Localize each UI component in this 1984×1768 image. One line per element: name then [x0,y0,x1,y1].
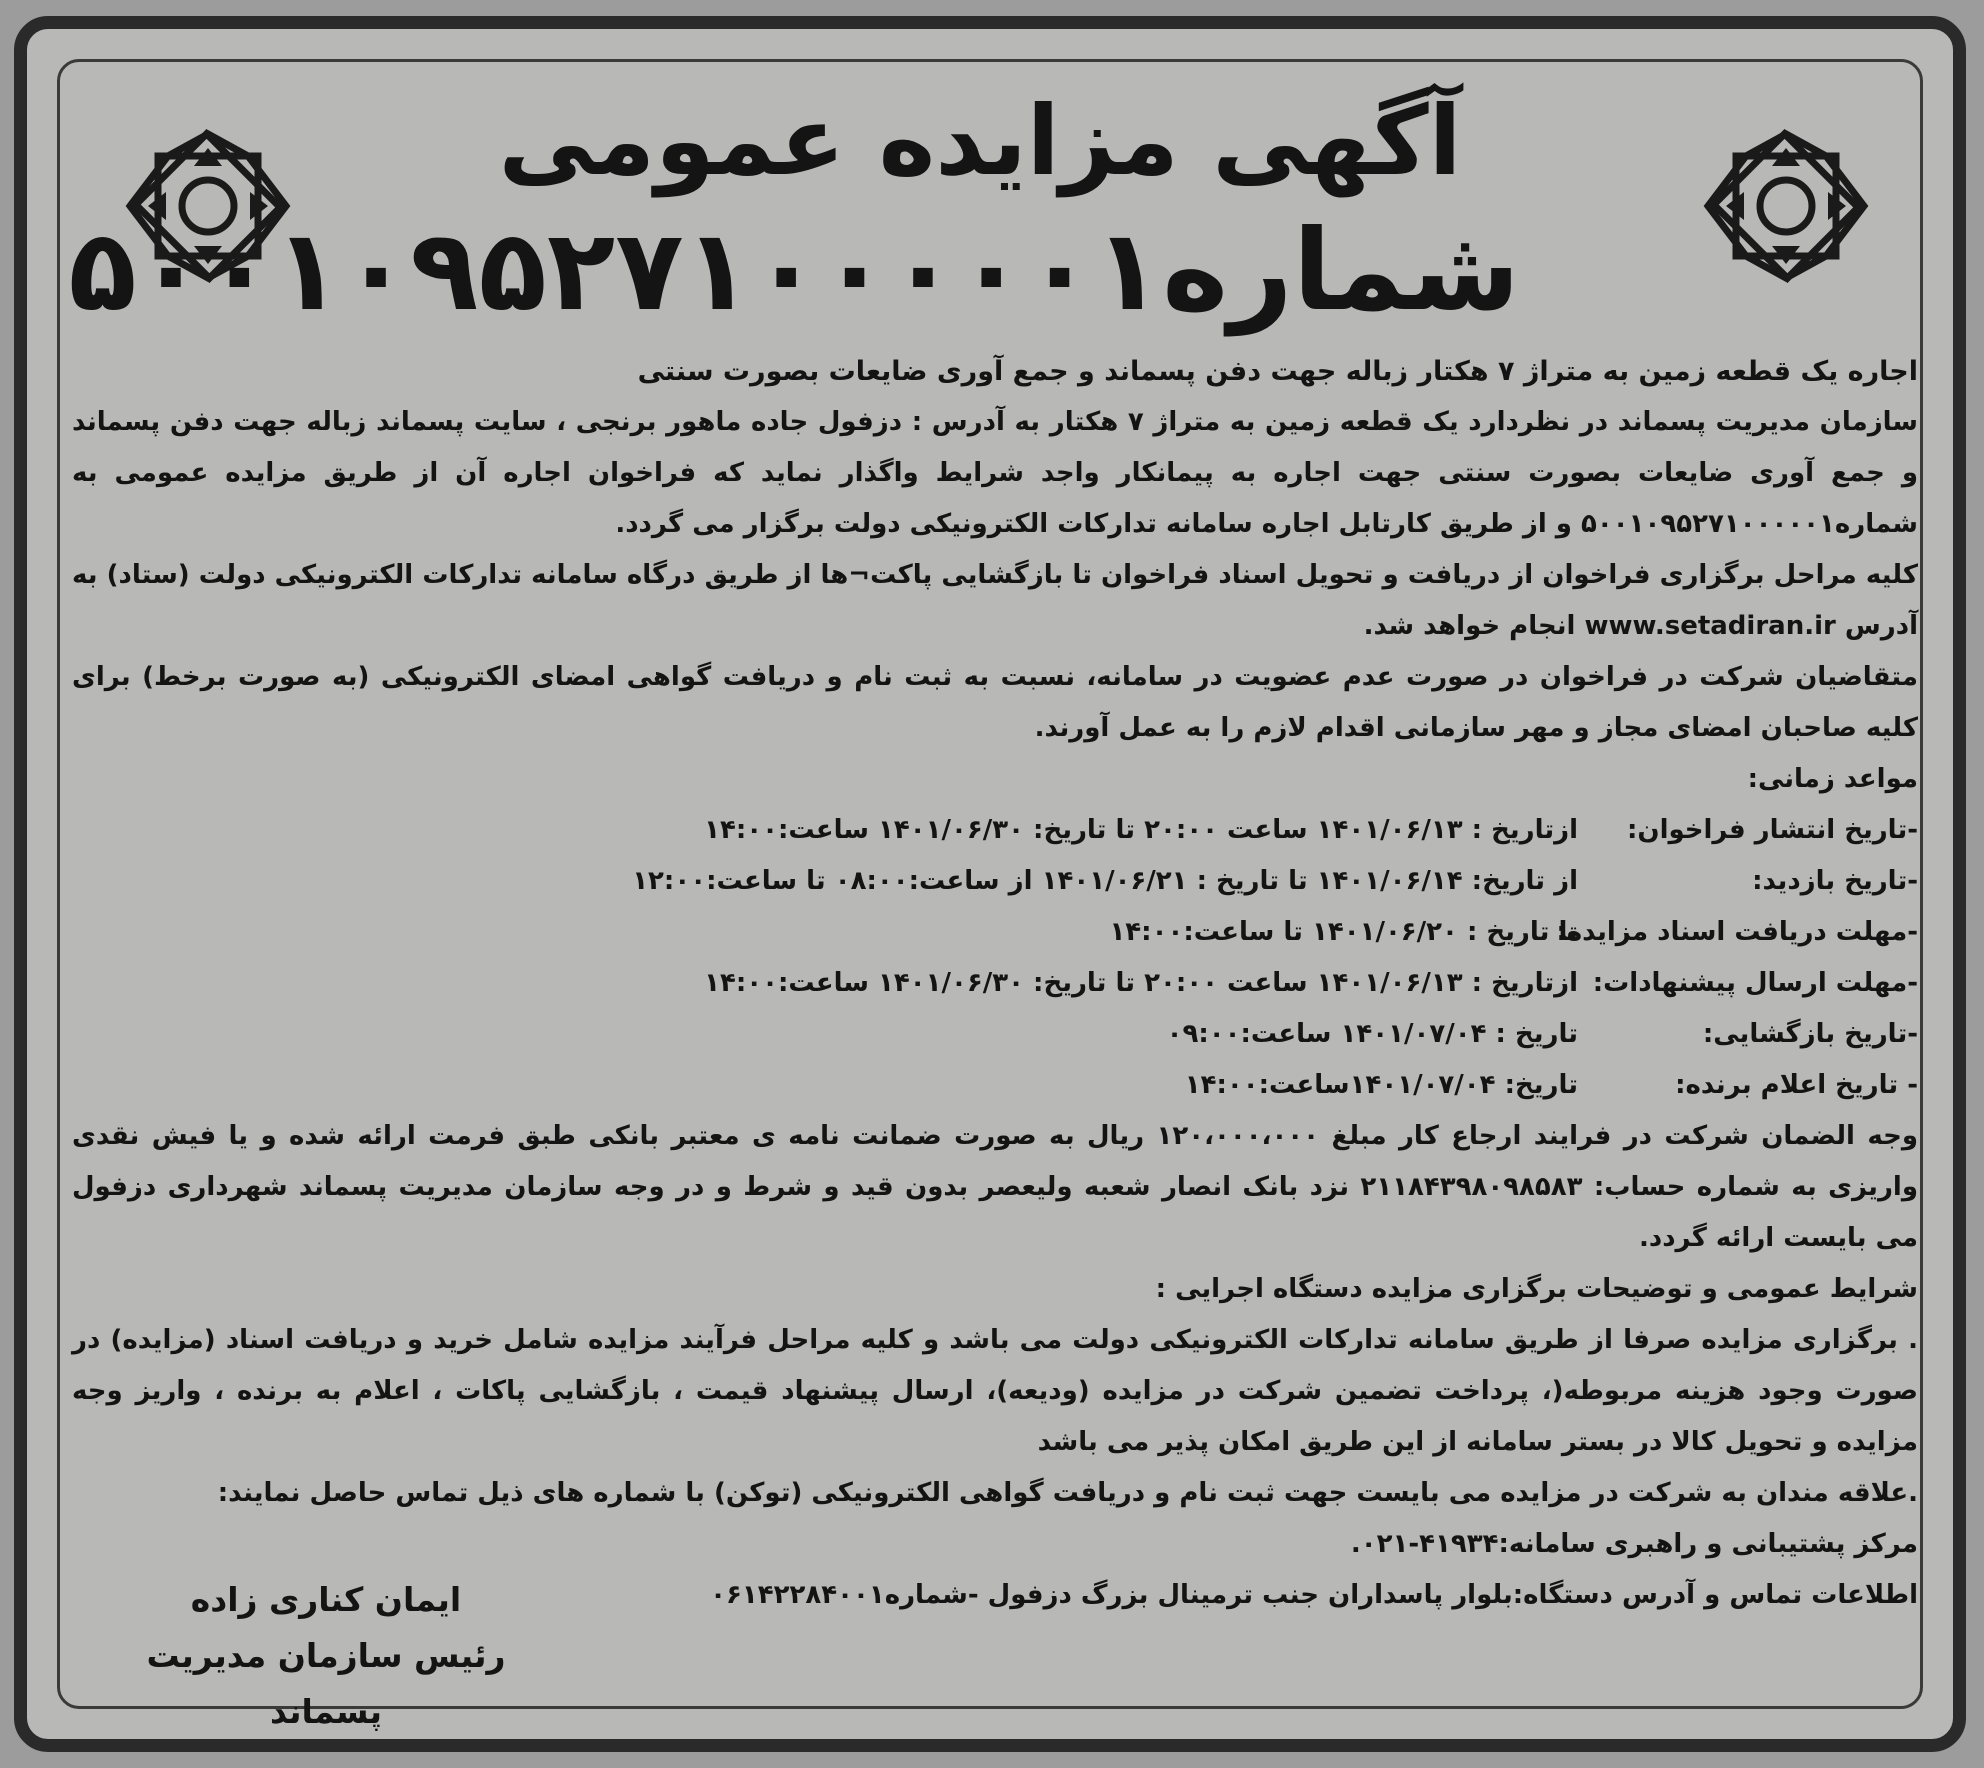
notice-stages [72,550,1918,652]
conditions-body: . برگزاری مزایده صرفا از طریق سامانه تدارکات الکترونیکی دولت می باشد و کلیه مراحل فرآیند مزایده شامل خرید و دریافت اسناد (مزایده) در صورت وجود هزینه مربوطه(، پرداخت تضمین شرکت در مزایده (ودیعه)، ارسال پیشنهاد قیمت ، بازگشایی پاکات ، اعلام به برنده ، واریز وجه مزایده و تحویل کالا در بستر سامانه از این طریق امکان پذیر می باشد [72,1325,1918,1457]
interested-paragraph: .علاقه مندان به شرکت در مزایده می بایست جهت ثبت نام و دریافت گواهی الکترونیکی (توکن) با شماره های ذیل تماس حاصل نمایند: [217,1478,1918,1508]
schedule-label: -مهلت ارسال پیشنهادات: [1592,968,1918,998]
notice-intro: سازمان مدیریت پسماند در نظردارد یک قطعه زمین به متراژ ۷ هکتار به آدرس : دزفول جاده ماهور برنجی ، سایت پسماند زباله جهت دفن پسماند و جمع آوری ضایعات بصورت سنتی جهت اجاره به پیمانکار واجد شرایط واگذار نماید که فراخوان اجاره آن از طریق مزایده عمومی به شماره۵۰۰۱۰۹۵۲۷۱۰۰۰۰۰۱ و از طریق کارتابل اجاره سامانه تدارکات الکترونیکی دولت برگزار می گردد. [72,407,1918,539]
conditions-heading: شرایط عمومی و توضیحات برگزاری مزایده دستگاه اجرایی : [1155,1274,1918,1304]
schedule-value: تاریخ : ۱۴۰۱/۰۷/۰۴ ساعت:۰۹:۰۰ [1166,1019,1578,1049]
schedule-row [72,805,1918,856]
schedule-row [72,856,1918,907]
schedule-heading: مواعد زمانی: [1747,764,1918,794]
notice-subject: اجاره یک قطعه زمین به متراژ ۷ هکتار زباله جهت دفن پسماند و جمع آوری ضایعات بصورت سنتی [637,356,1918,387]
notice-applicants: متقاضیان شرکت در فراخوان در صورت عدم عضویت در سامانه، نسبت به ثبت نام و دریافت گواهی امضای الکترونیکی (به صورت برخط) برای کلیه صاحبان امضای مجاز و مهر سازمانی اقدام لازم را به عمل آورند. [72,662,1918,743]
schedule-value: تا تاریخ : ۱۴۰۱/۰۶/۲۰ تا ساعت:۱۴:۰۰ [1109,917,1578,947]
website-link[interactable]: www.setadiran.ir [1584,611,1836,641]
support-line: مرکز پشتیبانی و راهبری سامانه:۴۱۹۳۴-۰۲۱. [1350,1529,1918,1559]
schedule-value: از تاریخ: ۱۴۰۱/۰۶/۱۴ تا تاریخ : ۱۴۰۱/۰۶/۲۱ از ساعت:۰۸:۰۰ تا ساعت:۱۲:۰۰ [632,866,1578,896]
schedule-label: -تاریخ بازدید: [1752,866,1918,896]
schedule-row [72,1009,1918,1060]
schedule-value: ازتاریخ : ۱۴۰۱/۰۶/۱۳ ساعت ۲۰:۰۰ تا تاریخ: ۱۴۰۱/۰۶/۳۰ ساعت:۱۴:۰۰ [704,815,1578,845]
guarantee-paragraph: وجه الضمان شرکت در فرایند ارجاع کار مبلغ ۱۲۰،۰۰۰،۰۰۰ ریال به صورت ضمانت نامه ی معتبر بانکی طبق فرمت ارائه شده و یا فیش نقدی واریزی به شماره حساب: ۲۱۱۸۴۳۹۸۰۹۸۵۸۳ نزد بانک انصار شعبه ولیعصر بدون قید و شرط و در وجه سازمان مدیریت پسماند شهرداری دزفول می بایست ارائه گردد. [72,1121,1918,1253]
notice-body [72,346,1918,1621]
signer-title: رئیس سازمان مدیریت پسماند [146,1636,506,1731]
auction-number: شماره۵۰۰۱۰۹۵۲۷۱۰۰۰۰۰۱ [68,206,1520,336]
signer-name: ایمان کناری زاده [190,1580,462,1619]
stages-text: کلیه مراحل برگزاری فراخوان از دریافت و تحویل اسناد فراخوان تا بازگشایی پاکت¬ها از طریق درگاه سامانه تدارکات الکترونیکی دولت (ستاد) به آدرس [72,560,1918,641]
schedule-row [72,907,1918,958]
schedule-label: - تاریخ اعلام برنده: [1675,1070,1918,1100]
notice-title: آگهی مزایده عمومی [498,85,1462,197]
schedule-row [72,1060,1918,1111]
schedule-value: ازتاریخ : ۱۴۰۱/۰۶/۱۳ ساعت ۲۰:۰۰ تا تاریخ: ۱۴۰۱/۰۶/۳۰ ساعت:۱۴:۰۰ [704,968,1578,998]
contact-line: اطلاعات تماس و آدرس دستگاه:بلوار پاسداران جنب ترمینال بزرگ دزفول -شماره۰۶۱۴۲۲۸۴۰۰۱ [710,1580,1918,1610]
schedule-row [72,958,1918,1009]
schedule-label: -تاریخ بازگشایی: [1702,1019,1918,1049]
organization-emblem-icon [1696,126,1876,286]
stages-suffix: انجام خواهد شد. [1363,611,1576,641]
signature-block [86,1572,566,1740]
schedule-value: تاریخ: ۱۴۰۱/۰۷/۰۴ساعت:۱۴:۰۰ [1184,1070,1578,1100]
schedule-label: -تاریخ انتشار فراخوان: [1626,815,1918,845]
schedule-label: -مهلت دریافت اسناد مزایده: [1556,917,1918,947]
schedule-list [72,805,1918,1111]
